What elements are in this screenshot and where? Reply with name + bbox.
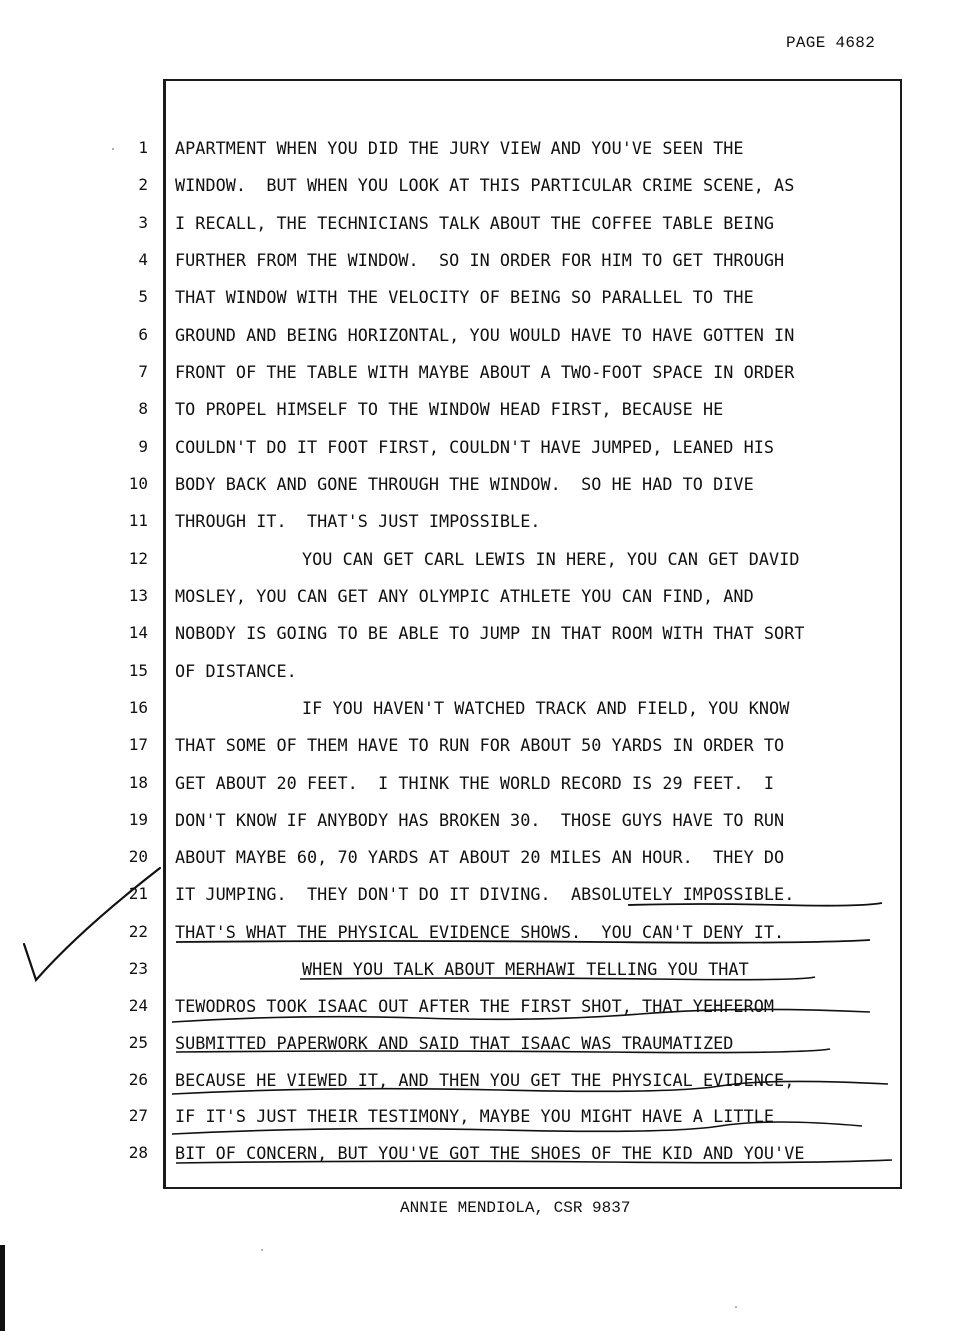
line-number: 17 bbox=[128, 735, 148, 754]
transcript-line: IT JUMPING. THEY DON'T DO IT DIVING. ABSOLUTELY IMPOSSIBLE. bbox=[175, 884, 795, 904]
transcript-line: COULDN'T DO IT FOOT FIRST, COULDN'T HAVE JUMPED, LEANED HIS bbox=[175, 437, 775, 457]
transcript-line: THAT'S WHAT THE PHYSICAL EVIDENCE SHOWS. YOU CAN'T DENY IT. bbox=[175, 922, 785, 942]
transcript-line: BIT OF CONCERN, BUT YOU'VE GOT THE SHOES OF THE KID AND YOU'VE bbox=[175, 1143, 805, 1163]
page-number: PAGE 4682 bbox=[786, 34, 876, 52]
transcript-line: BECAUSE HE VIEWED IT, AND THEN YOU GET THE PHYSICAL EVIDENCE, bbox=[175, 1070, 795, 1090]
court-reporter-footer: ANNIE MENDIOLA, CSR 9837 bbox=[400, 1199, 631, 1217]
line-number: 19 bbox=[128, 810, 148, 829]
line-number: 20 bbox=[128, 847, 148, 866]
transcript-line: DON'T KNOW IF ANYBODY HAS BROKEN 30. THOSE GUYS HAVE TO RUN bbox=[175, 810, 785, 830]
line-number: 15 bbox=[128, 661, 148, 680]
line-number: 22 bbox=[128, 922, 148, 941]
transcript-line: WHEN YOU TALK ABOUT MERHAWI TELLING YOU THAT bbox=[302, 959, 749, 979]
line-number: 24 bbox=[128, 996, 148, 1015]
transcript-line: THAT WINDOW WITH THE VELOCITY OF BEING SO PARALLEL TO THE bbox=[175, 287, 754, 307]
line-number: 9 bbox=[138, 437, 148, 456]
line-number: 11 bbox=[128, 511, 148, 530]
line-number: 6 bbox=[138, 325, 148, 344]
line-number: 26 bbox=[128, 1070, 148, 1089]
transcript-line: THROUGH IT. THAT'S JUST IMPOSSIBLE. bbox=[175, 511, 541, 531]
line-number: 18 bbox=[128, 773, 148, 792]
line-number: 21 bbox=[128, 884, 148, 903]
transcript-line: NOBODY IS GOING TO BE ABLE TO JUMP IN THAT ROOM WITH THAT SORT bbox=[175, 623, 805, 643]
transcript-line: MOSLEY, YOU CAN GET ANY OLYMPIC ATHLETE YOU CAN FIND, AND bbox=[175, 586, 754, 606]
line-number: 28 bbox=[128, 1143, 148, 1162]
line-number: 1 bbox=[138, 138, 148, 157]
line-number: 23 bbox=[128, 959, 148, 978]
transcript-line: TEWODROS TOOK ISAAC OUT AFTER THE FIRST SHOT, THAT YEHFEROM bbox=[175, 996, 775, 1016]
transcript-line: OF DISTANCE. bbox=[175, 661, 297, 681]
transcript-line: FRONT OF THE TABLE WITH MAYBE ABOUT A TWO-FOOT SPACE IN ORDER bbox=[175, 362, 795, 382]
line-number: 5 bbox=[138, 287, 148, 306]
transcript-line: ABOUT MAYBE 60, 70 YARDS AT ABOUT 20 MILES AN HOUR. THEY DO bbox=[175, 847, 785, 867]
transcript-line: APARTMENT WHEN YOU DID THE JURY VIEW AND YOU'VE SEEN THE bbox=[175, 138, 744, 158]
transcript-line: IF IT'S JUST THEIR TESTIMONY, MAYBE YOU MIGHT HAVE A LITTLE bbox=[175, 1106, 775, 1126]
transcript-line: TO PROPEL HIMSELF TO THE WINDOW HEAD FIRST, BECAUSE HE bbox=[175, 399, 724, 419]
line-number: 4 bbox=[138, 250, 148, 269]
transcript-line: WINDOW. BUT WHEN YOU LOOK AT THIS PARTICULAR CRIME SCENE, AS bbox=[175, 175, 795, 195]
line-number: 3 bbox=[138, 213, 148, 232]
scan-edge-artifact bbox=[0, 1245, 5, 1331]
transcript-line: I RECALL, THE TECHNICIANS TALK ABOUT THE COFFEE TABLE BEING bbox=[175, 213, 775, 233]
transcript-line: GROUND AND BEING HORIZONTAL, YOU WOULD HAVE TO HAVE GOTTEN IN bbox=[175, 325, 795, 345]
transcript-line: GET ABOUT 20 FEET. I THINK THE WORLD RECORD IS 29 FEET. I bbox=[175, 773, 775, 793]
transcript-line: FURTHER FROM THE WINDOW. SO IN ORDER FOR HIM TO GET THROUGH bbox=[175, 250, 785, 270]
transcript-line: IF YOU HAVEN'T WATCHED TRACK AND FIELD, YOU KNOW bbox=[302, 698, 790, 718]
transcript-line: SUBMITTED PAPERWORK AND SAID THAT ISAAC WAS TRAUMATIZED bbox=[175, 1033, 734, 1053]
transcript-line: YOU CAN GET CARL LEWIS IN HERE, YOU CAN GET DAVID bbox=[302, 549, 800, 569]
line-number: 14 bbox=[128, 623, 148, 642]
transcript-line: THAT SOME OF THEM HAVE TO RUN FOR ABOUT 50 YARDS IN ORDER TO bbox=[175, 735, 785, 755]
line-number: 10 bbox=[128, 474, 148, 493]
line-number: 2 bbox=[138, 175, 148, 194]
line-number: 13 bbox=[128, 586, 148, 605]
line-number: 8 bbox=[138, 399, 148, 418]
line-number: 25 bbox=[128, 1033, 148, 1052]
line-number: 12 bbox=[128, 549, 148, 568]
line-number: 7 bbox=[138, 362, 148, 381]
line-number: 27 bbox=[128, 1106, 148, 1125]
transcript-line: BODY BACK AND GONE THROUGH THE WINDOW. SO HE HAD TO DIVE bbox=[175, 474, 754, 494]
line-number: 16 bbox=[128, 698, 148, 717]
